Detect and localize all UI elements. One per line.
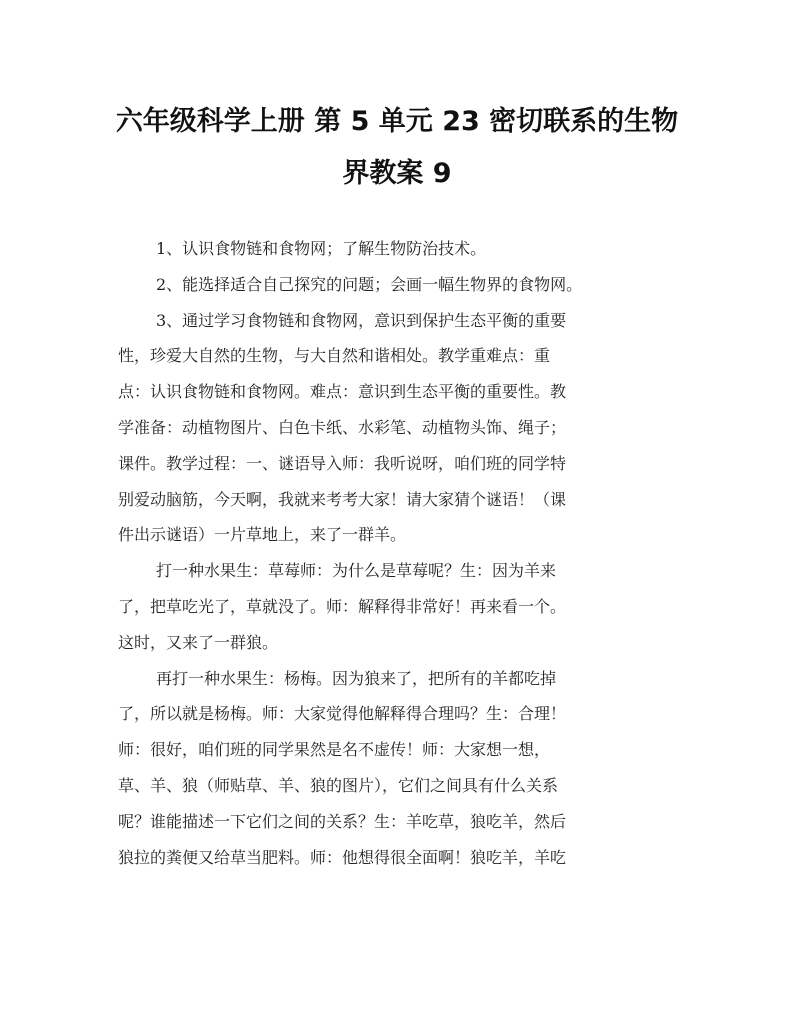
document-title bbox=[100, 96, 694, 200]
body-line: 2、能选择适合自己探究的问题；会画一幅生物界的食物网。 bbox=[156, 274, 583, 294]
body-line: 性，珍爱大自然的生物，与大自然和谐相处。教学重难点：重 bbox=[118, 346, 551, 366]
title-line: 六年级科学上册 第 5 单元 23 密切联系的生物 bbox=[115, 106, 679, 137]
body-line: 草、羊、狼（师贴草、羊、狼的图片），它们之间具有什么关系 bbox=[118, 775, 559, 795]
body-line: 3、通过学习食物链和食物网，意识到保护生态平衡的重要 bbox=[156, 310, 567, 330]
body-line: 件出示谜语）一片草地上，来了一群羊。 bbox=[118, 525, 407, 545]
body-line: 打一种水果生：草莓师：为什么是草莓呢？生：因为羊来 bbox=[156, 561, 557, 581]
body-line: 1、认识食物链和食物网；了解生物防治技术。 bbox=[156, 239, 487, 258]
body-line: 课件。教学过程：一、谜语导入师：我听说呀，咱们班的同学特 bbox=[118, 453, 567, 473]
body-line: 这时，又来了一群狼。 bbox=[118, 632, 279, 652]
body-line: 学准备：动植物图片、白色卡纸、水彩笔、动植物头饰、绳子； bbox=[118, 417, 567, 437]
body-line: 点：认识食物链和食物网。难点：意识到生态平衡的重要性。教 bbox=[118, 382, 567, 402]
title-line: 界教案 9 bbox=[342, 158, 452, 189]
body-line: 别爱动脑筋，今天啊，我就来考考大家！请大家猜个谜语！（课 bbox=[118, 489, 567, 509]
body-line: 呢？谁能描述一下它们之间的关系？生：羊吃草，狼吃羊，然后 bbox=[118, 811, 567, 831]
document-body bbox=[118, 231, 678, 875]
body-line: 师：很好，咱们班的同学果然是名不虚传！师：大家想一想， bbox=[118, 740, 551, 760]
body-line: 再打一种水果生：杨梅。因为狼来了，把所有的羊都吃掉 bbox=[156, 668, 557, 688]
body-line: 了，所以就是杨梅。师：大家觉得他解释得合理吗？生：合理！ bbox=[118, 704, 567, 724]
body-line: 狼拉的粪便又给草当肥料。师：他想得很全面啊！狼吃羊，羊吃 bbox=[118, 847, 567, 867]
body-line: 了，把草吃光了，草就没了。师：解释得非常好！再来看一个。 bbox=[118, 596, 567, 616]
